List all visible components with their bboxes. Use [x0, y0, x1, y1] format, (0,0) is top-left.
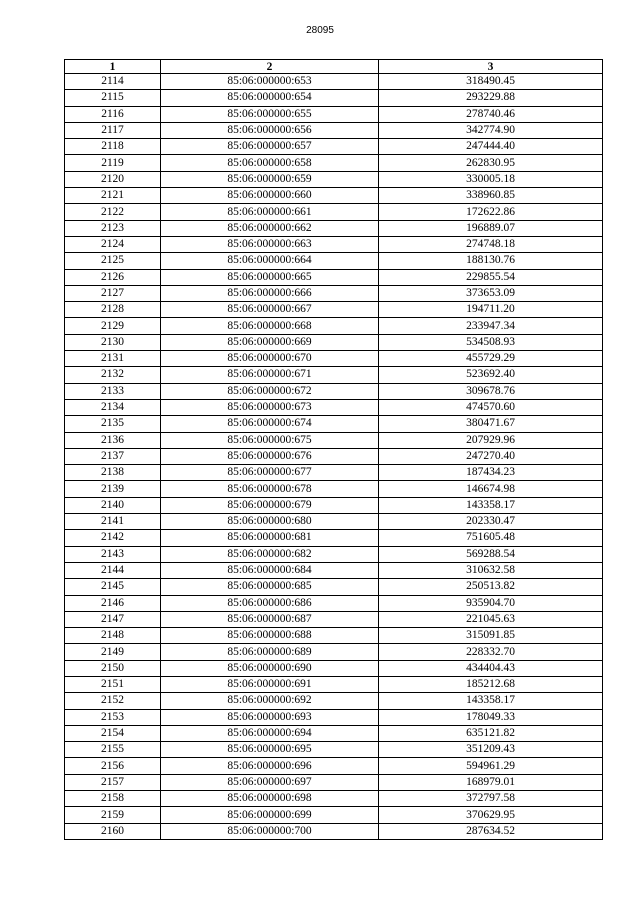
cell-row-number: 2160 [65, 823, 161, 839]
table-row [65, 285, 603, 301]
cell-cadastral-number: 85:06:000000:670 [161, 351, 379, 367]
cell-row-number: 2119 [65, 155, 161, 171]
cell-cadastral-number: 85:06:000000:680 [161, 514, 379, 530]
cell-cadastral-number: 85:06:000000:660 [161, 188, 379, 204]
cell-row-number: 2120 [65, 171, 161, 187]
cell-row-number: 2151 [65, 676, 161, 692]
cell-value: 380471.67 [379, 416, 603, 432]
cell-row-number: 2121 [65, 188, 161, 204]
cell-cadastral-number: 85:06:000000:659 [161, 171, 379, 187]
cell-cadastral-number: 85:06:000000:676 [161, 448, 379, 464]
cell-cadastral-number: 85:06:000000:663 [161, 236, 379, 252]
cell-value: 342774.90 [379, 122, 603, 138]
cell-value: 370629.95 [379, 807, 603, 823]
column-header-number: 1 [65, 60, 161, 74]
cell-row-number: 2145 [65, 579, 161, 595]
cell-row-number: 2136 [65, 432, 161, 448]
cell-cadastral-number: 85:06:000000:699 [161, 807, 379, 823]
table-body [65, 74, 603, 840]
cell-cadastral-number: 85:06:000000:693 [161, 709, 379, 725]
cell-cadastral-number: 85:06:000000:654 [161, 90, 379, 106]
cell-cadastral-number: 85:06:000000:688 [161, 628, 379, 644]
table-row [65, 220, 603, 236]
table-row [65, 188, 603, 204]
cell-cadastral-number: 85:06:000000:679 [161, 497, 379, 513]
table-row [65, 90, 603, 106]
cell-row-number: 2129 [65, 318, 161, 334]
cell-cadastral-number: 85:06:000000:700 [161, 823, 379, 839]
table-row [65, 758, 603, 774]
cell-value: 635121.82 [379, 725, 603, 741]
table-row [65, 399, 603, 415]
cell-cadastral-number: 85:06:000000:696 [161, 758, 379, 774]
cell-value: 143358.17 [379, 693, 603, 709]
table-row [65, 367, 603, 383]
cell-value: 372797.58 [379, 791, 603, 807]
cell-cadastral-number: 85:06:000000:687 [161, 611, 379, 627]
table-row [65, 481, 603, 497]
cell-cadastral-number: 85:06:000000:686 [161, 595, 379, 611]
table-row [65, 351, 603, 367]
cell-row-number: 2137 [65, 448, 161, 464]
cell-row-number: 2127 [65, 285, 161, 301]
cell-value: 146674.98 [379, 481, 603, 497]
cell-cadastral-number: 85:06:000000:698 [161, 791, 379, 807]
cell-cadastral-number: 85:06:000000:692 [161, 693, 379, 709]
table-row [65, 74, 603, 90]
cell-value: 228332.70 [379, 644, 603, 660]
cell-row-number: 2126 [65, 269, 161, 285]
cell-cadastral-number: 85:06:000000:684 [161, 562, 379, 578]
cell-row-number: 2131 [65, 351, 161, 367]
cell-cadastral-number: 85:06:000000:658 [161, 155, 379, 171]
cell-value: 434404.43 [379, 660, 603, 676]
table-row [65, 155, 603, 171]
cell-value: 196889.07 [379, 220, 603, 236]
cell-cadastral-number: 85:06:000000:695 [161, 742, 379, 758]
table-row [65, 742, 603, 758]
table-row [65, 416, 603, 432]
cell-row-number: 2148 [65, 628, 161, 644]
cell-row-number: 2155 [65, 742, 161, 758]
cell-row-number: 2156 [65, 758, 161, 774]
cell-row-number: 2158 [65, 791, 161, 807]
cell-value: 250513.82 [379, 579, 603, 595]
cell-cadastral-number: 85:06:000000:697 [161, 774, 379, 790]
cell-value: 187434.23 [379, 465, 603, 481]
cell-row-number: 2149 [65, 644, 161, 660]
table-row [65, 725, 603, 741]
cell-cadastral-number: 85:06:000000:657 [161, 139, 379, 155]
cell-row-number: 2132 [65, 367, 161, 383]
page-number: 28095 [306, 25, 334, 36]
cell-cadastral-number: 85:06:000000:664 [161, 253, 379, 269]
cell-row-number: 2154 [65, 725, 161, 741]
cell-value: 330005.18 [379, 171, 603, 187]
cell-cadastral-number: 85:06:000000:662 [161, 220, 379, 236]
cell-row-number: 2114 [65, 74, 161, 90]
table-row [65, 774, 603, 790]
cell-value: 247270.40 [379, 448, 603, 464]
cell-value: 455729.29 [379, 351, 603, 367]
cell-value: 202330.47 [379, 514, 603, 530]
cell-row-number: 2138 [65, 465, 161, 481]
cell-row-number: 2147 [65, 611, 161, 627]
cell-value: 278740.46 [379, 106, 603, 122]
cell-value: 287634.52 [379, 823, 603, 839]
table-row [65, 514, 603, 530]
cell-cadastral-number: 85:06:000000:674 [161, 416, 379, 432]
cell-row-number: 2123 [65, 220, 161, 236]
cell-cadastral-number: 85:06:000000:666 [161, 285, 379, 301]
table-row [65, 791, 603, 807]
table-row [65, 644, 603, 660]
cell-cadastral-number: 85:06:000000:661 [161, 204, 379, 220]
cell-cadastral-number: 85:06:000000:681 [161, 530, 379, 546]
cell-cadastral-number: 85:06:000000:655 [161, 106, 379, 122]
table-row [65, 628, 603, 644]
table-row [65, 530, 603, 546]
cell-value: 172622.86 [379, 204, 603, 220]
cell-value: 293229.88 [379, 90, 603, 106]
cell-value: 315091.85 [379, 628, 603, 644]
cell-row-number: 2117 [65, 122, 161, 138]
cell-row-number: 2115 [65, 90, 161, 106]
cell-cadastral-number: 85:06:000000:669 [161, 334, 379, 350]
cell-row-number: 2133 [65, 383, 161, 399]
table-row [65, 546, 603, 562]
cell-row-number: 2141 [65, 514, 161, 530]
cell-value: 310632.58 [379, 562, 603, 578]
cell-row-number: 2118 [65, 139, 161, 155]
table-row [65, 497, 603, 513]
cell-value: 373653.09 [379, 285, 603, 301]
cell-cadastral-number: 85:06:000000:668 [161, 318, 379, 334]
cell-row-number: 2122 [65, 204, 161, 220]
cell-cadastral-number: 85:06:000000:665 [161, 269, 379, 285]
table-row [65, 334, 603, 350]
cell-value: 168979.01 [379, 774, 603, 790]
table-row [65, 383, 603, 399]
cell-value: 194711.20 [379, 302, 603, 318]
cell-row-number: 2135 [65, 416, 161, 432]
table-row [65, 562, 603, 578]
cell-cadastral-number: 85:06:000000:671 [161, 367, 379, 383]
column-header-cadastral-number: 2 [161, 60, 379, 74]
table-row [65, 676, 603, 692]
column-header-value: 3 [379, 60, 603, 74]
table-row [65, 693, 603, 709]
cell-value: 207929.96 [379, 432, 603, 448]
cell-value: 221045.63 [379, 611, 603, 627]
cell-value: 474570.60 [379, 399, 603, 415]
cell-row-number: 2124 [65, 236, 161, 252]
table-row [65, 448, 603, 464]
cell-value: 523692.40 [379, 367, 603, 383]
cell-value: 351209.43 [379, 742, 603, 758]
cell-cadastral-number: 85:06:000000:690 [161, 660, 379, 676]
cell-row-number: 2130 [65, 334, 161, 350]
cell-row-number: 2134 [65, 399, 161, 415]
cell-cadastral-number: 85:06:000000:691 [161, 676, 379, 692]
cell-cadastral-number: 85:06:000000:672 [161, 383, 379, 399]
table-row [65, 823, 603, 839]
cell-cadastral-number: 85:06:000000:689 [161, 644, 379, 660]
cell-row-number: 2116 [65, 106, 161, 122]
table-row [65, 171, 603, 187]
table-row [65, 139, 603, 155]
table-row [65, 611, 603, 627]
cell-value: 318490.45 [379, 74, 603, 90]
cell-row-number: 2157 [65, 774, 161, 790]
table-row [65, 106, 603, 122]
table-row [65, 236, 603, 252]
cell-value: 274748.18 [379, 236, 603, 252]
cell-row-number: 2143 [65, 546, 161, 562]
cell-value: 185212.68 [379, 676, 603, 692]
cell-value: 229855.54 [379, 269, 603, 285]
cell-value: 594961.29 [379, 758, 603, 774]
cell-value: 233947.34 [379, 318, 603, 334]
cell-row-number: 2152 [65, 693, 161, 709]
cell-value: 338960.85 [379, 188, 603, 204]
cell-row-number: 2140 [65, 497, 161, 513]
cell-cadastral-number: 85:06:000000:656 [161, 122, 379, 138]
cell-row-number: 2150 [65, 660, 161, 676]
cell-value: 143358.17 [379, 497, 603, 513]
table-row [65, 269, 603, 285]
table-row [65, 579, 603, 595]
cell-value: 935904.70 [379, 595, 603, 611]
table-row [65, 807, 603, 823]
cell-value: 569288.54 [379, 546, 603, 562]
cell-cadastral-number: 85:06:000000:685 [161, 579, 379, 595]
cell-row-number: 2153 [65, 709, 161, 725]
cell-value: 262830.95 [379, 155, 603, 171]
cell-cadastral-number: 85:06:000000:677 [161, 465, 379, 481]
cell-value: 309678.76 [379, 383, 603, 399]
table-row [65, 660, 603, 676]
cell-cadastral-number: 85:06:000000:675 [161, 432, 379, 448]
cell-row-number: 2142 [65, 530, 161, 546]
cell-cadastral-number: 85:06:000000:678 [161, 481, 379, 497]
table-row [65, 302, 603, 318]
cell-cadastral-number: 85:06:000000:667 [161, 302, 379, 318]
cell-row-number: 2159 [65, 807, 161, 823]
table-row [65, 595, 603, 611]
table-header-row [65, 60, 603, 74]
cell-value: 534508.93 [379, 334, 603, 350]
cell-row-number: 2139 [65, 481, 161, 497]
table-row [65, 709, 603, 725]
cell-cadastral-number: 85:06:000000:653 [161, 74, 379, 90]
cell-value: 178049.33 [379, 709, 603, 725]
cell-row-number: 2146 [65, 595, 161, 611]
table-row [65, 204, 603, 220]
cell-row-number: 2128 [65, 302, 161, 318]
table-row [65, 318, 603, 334]
cell-cadastral-number: 85:06:000000:682 [161, 546, 379, 562]
cell-cadastral-number: 85:06:000000:694 [161, 725, 379, 741]
cell-cadastral-number: 85:06:000000:673 [161, 399, 379, 415]
cell-value: 247444.40 [379, 139, 603, 155]
cell-value: 188130.76 [379, 253, 603, 269]
cell-row-number: 2144 [65, 562, 161, 578]
table-row [65, 122, 603, 138]
cell-row-number: 2125 [65, 253, 161, 269]
table-row [65, 253, 603, 269]
cadastral-value-table [64, 59, 603, 840]
table-row [65, 465, 603, 481]
table-row [65, 432, 603, 448]
cell-value: 751605.48 [379, 530, 603, 546]
